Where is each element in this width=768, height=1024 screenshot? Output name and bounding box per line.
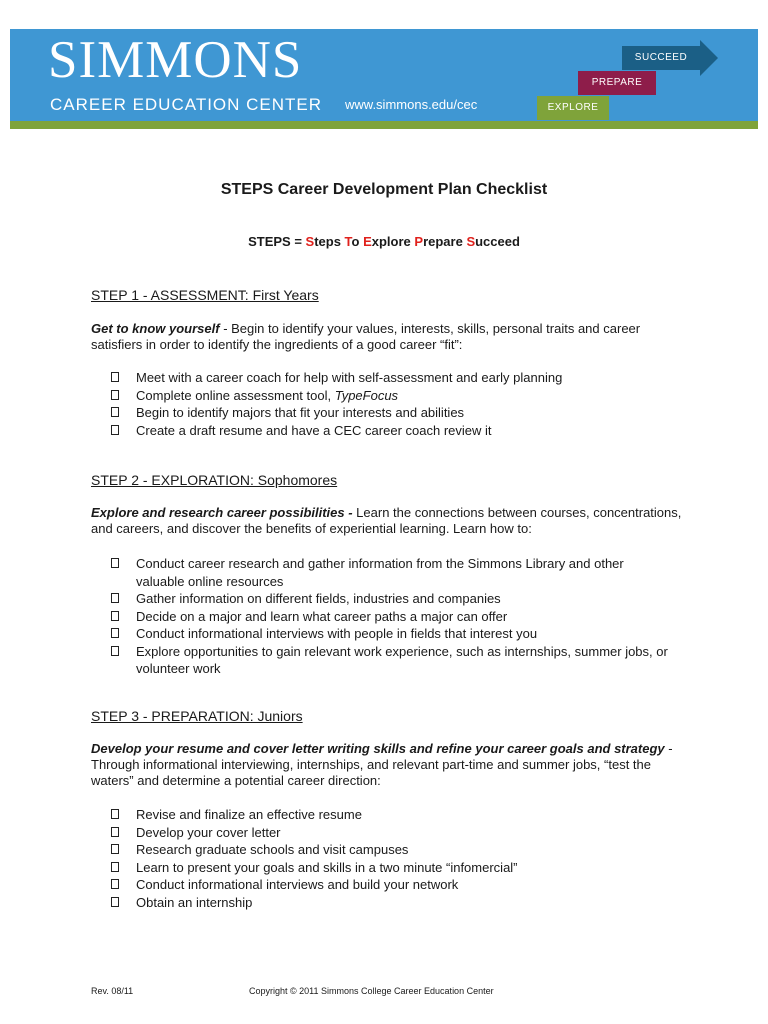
checkbox-icon[interactable] bbox=[111, 897, 119, 907]
acronym-initial: S bbox=[305, 234, 315, 249]
brand-subtitle: CAREER EDUCATION CENTER bbox=[50, 95, 323, 114]
item-text: Conduct career research and gather information from the Simmons Library and other valuable online resources bbox=[136, 556, 624, 589]
acronym-prefix: STEPS = bbox=[248, 234, 306, 249]
item-emphasis: TypeFocus bbox=[334, 387, 399, 403]
item-text: Research graduate schools and visit campuses bbox=[136, 842, 409, 857]
checkbox-icon[interactable] bbox=[111, 628, 119, 638]
item-text: Meet with a career coach for help with self-assessment and early planning bbox=[136, 370, 563, 385]
list-item bbox=[111, 387, 671, 405]
checkbox-icon[interactable] bbox=[111, 372, 119, 382]
intro-lead: Explore and research career possibilities - bbox=[91, 505, 353, 520]
acronym-word: o bbox=[351, 234, 364, 249]
header-stripe bbox=[10, 121, 758, 129]
acronym-initial: T bbox=[344, 234, 352, 249]
acronym-word: xplore bbox=[371, 234, 415, 249]
checkbox-icon[interactable] bbox=[111, 844, 119, 854]
intro-body: - Through informational interviewing, internships, and relevant part-time and summer jobs, “test the waters” and determine a potential career direction: bbox=[91, 741, 673, 788]
list-item bbox=[111, 894, 671, 912]
item-text: Complete online assessment tool, bbox=[136, 387, 335, 403]
step-prepare-badge: PREPARE bbox=[578, 71, 656, 95]
item-text: Gather information on different fields, industries and companies bbox=[136, 591, 501, 606]
item-text: Obtain an internship bbox=[136, 894, 253, 910]
list-item bbox=[111, 876, 671, 894]
item-text: Begin to identify majors that fit your interests and abilities bbox=[136, 405, 465, 420]
checklist-step-1 bbox=[111, 369, 671, 439]
list-item bbox=[111, 859, 671, 877]
section-intro-step-1 bbox=[91, 321, 691, 353]
intro-lead: Develop your resume and cover letter writing skills and refine your career goals and strategy bbox=[91, 741, 665, 756]
checklist-step-3 bbox=[111, 806, 671, 911]
checkbox-icon[interactable] bbox=[111, 611, 119, 621]
item-text: Revise and finalize an effective resume bbox=[136, 807, 362, 822]
checkbox-icon[interactable] bbox=[111, 862, 119, 872]
arrow-right-icon bbox=[700, 40, 718, 76]
page-title: STEPS Career Development Plan Checklist bbox=[220, 181, 548, 198]
checkbox-icon[interactable] bbox=[111, 593, 119, 603]
list-item bbox=[111, 590, 671, 608]
item-text: Decide on a major and learn what career paths a major can offer bbox=[136, 608, 508, 624]
section-intro-step-3 bbox=[91, 741, 691, 789]
checkbox-icon[interactable] bbox=[111, 879, 119, 889]
checklist-step-2 bbox=[111, 555, 671, 678]
item-text: Create a draft resume and have a CEC career coach review it bbox=[136, 422, 492, 438]
list-item bbox=[111, 625, 671, 643]
section-intro-step-2 bbox=[91, 505, 691, 537]
intro-body: - Begin to identify your values, interests, skills, personal traits and career satisfiers in order to identify the ingredients of a good career “fit”: bbox=[91, 321, 641, 352]
checkbox-icon[interactable] bbox=[111, 425, 119, 435]
checkbox-icon[interactable] bbox=[111, 809, 119, 819]
section-heading-step-1: STEP 1 - ASSESSMENT: First Years bbox=[91, 287, 319, 303]
list-item bbox=[111, 806, 671, 824]
item-text: Develop your cover letter bbox=[136, 824, 281, 840]
list-item bbox=[111, 555, 671, 590]
website-link[interactable]: www.simmons.edu/cec bbox=[345, 97, 478, 112]
steps-acronym bbox=[0, 233, 768, 251]
section-heading-step-3: STEP 3 - PREPARATION: Juniors bbox=[91, 708, 303, 724]
section-heading-step-2: STEP 2 - EXPLORATION: Sophomores bbox=[91, 472, 338, 488]
list-item bbox=[111, 643, 671, 678]
item-text: Conduct informational interviews with people in fields that interest you bbox=[136, 626, 538, 641]
checkbox-icon[interactable] bbox=[111, 558, 119, 568]
acronym-word: ucceed bbox=[475, 234, 520, 249]
list-item bbox=[111, 369, 671, 387]
brand-logo: SIMMONS bbox=[48, 31, 303, 89]
checkbox-icon[interactable] bbox=[111, 390, 119, 400]
acronym-word: teps bbox=[314, 234, 345, 249]
checkbox-icon[interactable] bbox=[111, 407, 119, 417]
checkbox-icon[interactable] bbox=[111, 646, 119, 656]
step-explore-badge: EXPLORE bbox=[537, 96, 609, 120]
item-text: Conduct informational interviews and build your network bbox=[136, 877, 459, 892]
list-item bbox=[111, 841, 671, 859]
acronym-initial: E bbox=[363, 234, 372, 249]
list-item bbox=[111, 608, 671, 626]
item-text: Learn to present your goals and skills in a two minute “infomercial” bbox=[136, 859, 518, 875]
checkbox-icon[interactable] bbox=[111, 827, 119, 837]
step-succeed-badge: SUCCEED bbox=[622, 46, 700, 70]
acronym-word: repare bbox=[423, 234, 467, 249]
footer-copyright: Copyright © 2011 Simmons College Career Education Center bbox=[249, 986, 494, 996]
acronym-initial: P bbox=[414, 234, 424, 249]
list-item bbox=[111, 422, 671, 440]
acronym-initial: S bbox=[466, 234, 476, 249]
intro-body: Learn the connections between courses, concentrations, and careers, and discover the benefits of experiential learning. Learn how to: bbox=[91, 505, 682, 536]
footer-revision: Rev. 08/11 bbox=[91, 986, 134, 996]
intro-lead: Get to know yourself bbox=[91, 321, 220, 336]
list-item bbox=[111, 824, 671, 842]
item-text: Explore opportunities to gain relevant work experience, such as internships, summer jobs, or volunteer work bbox=[136, 643, 668, 676]
list-item bbox=[111, 404, 671, 422]
